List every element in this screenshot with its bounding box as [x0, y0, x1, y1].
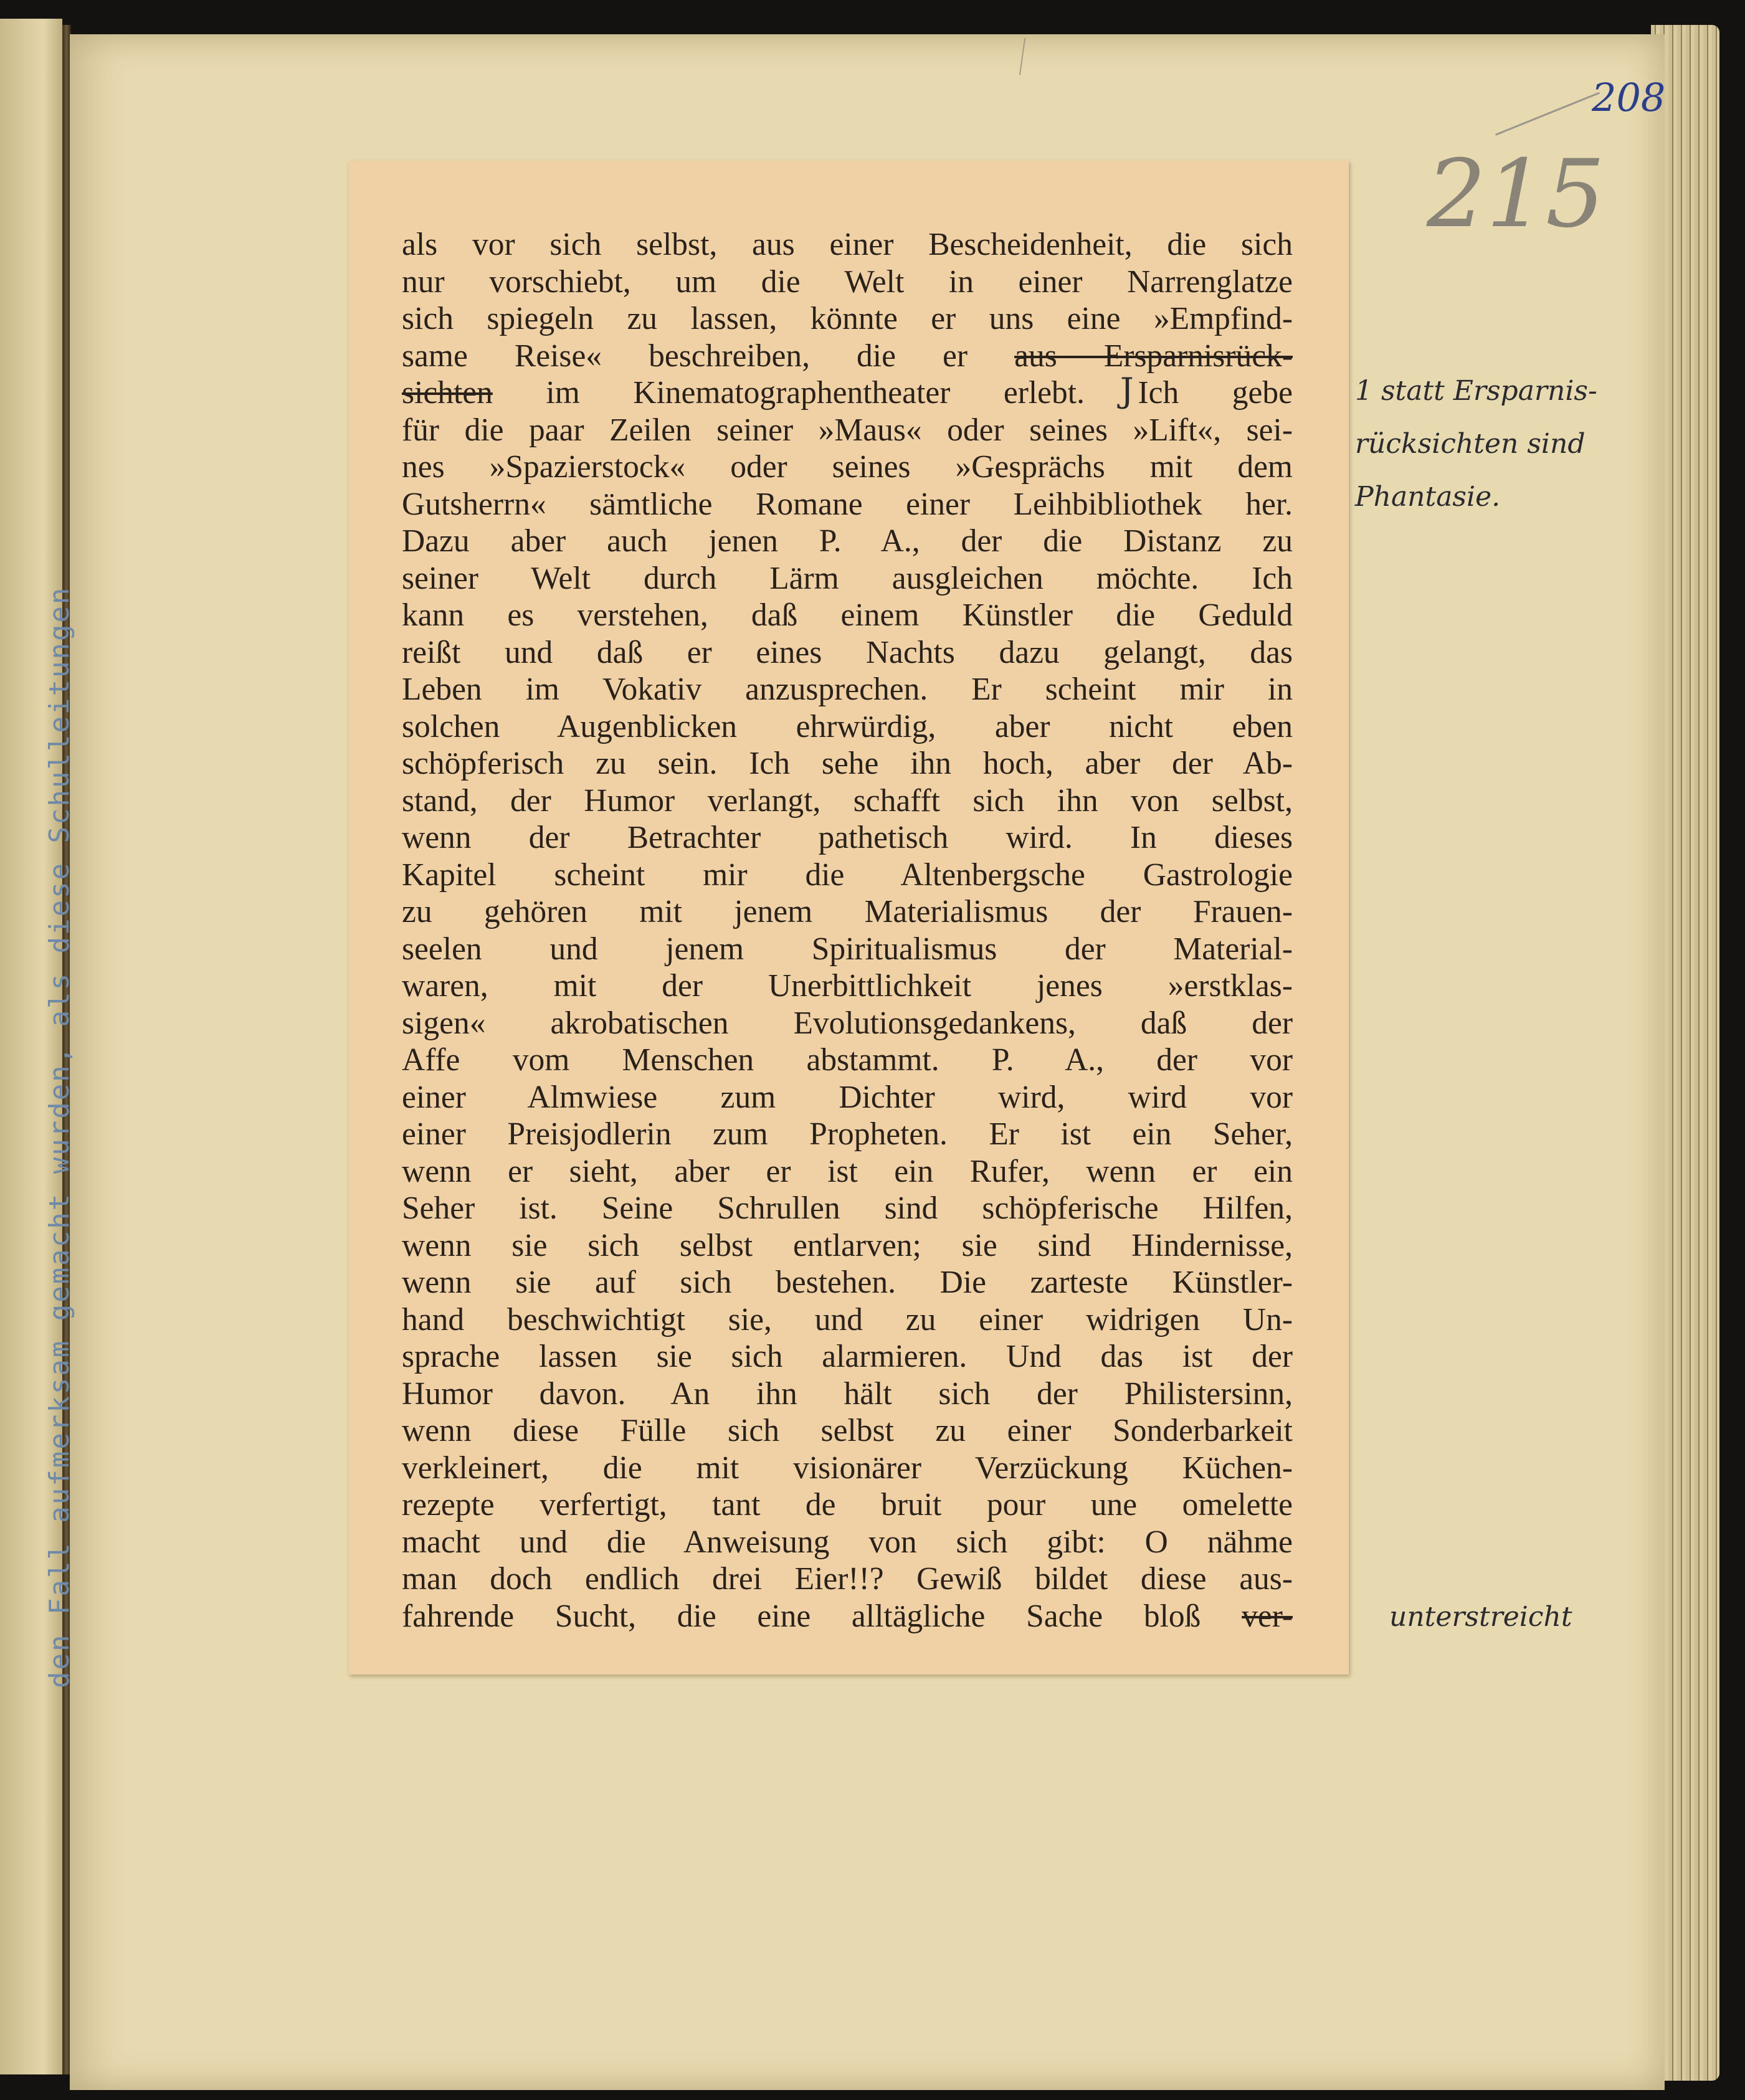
text-line	[402, 338, 1293, 375]
newspaper-clipping	[349, 161, 1349, 1675]
clipping-text	[402, 226, 1293, 1635]
handwritten-note-bottom: unterstreicht	[1389, 1601, 1572, 1633]
text-line: wenn der Betrachter pathetisch wird. In dieses	[402, 820, 1293, 855]
text-line: seelen und jenem Spiritualismus der Material-	[402, 931, 1293, 967]
struck-text: ver-	[1242, 1598, 1293, 1634]
text-line: wenn sie sich selbst entlarven; sie sind Hindernisse,	[402, 1227, 1293, 1263]
text-line: man doch endlich drei Eier!!? Gewiß bildet diese aus-	[402, 1561, 1293, 1597]
line-text: fahrende Sucht, die eine alltägliche Sache bloß	[402, 1598, 1201, 1634]
text-line: reißt und daß er eines Nachts dazu gelangt, das	[402, 634, 1293, 670]
text-line: kann es verstehen, daß einem Künstler die Geduld	[402, 597, 1293, 633]
text-line: sigen« akrobatischen Evolutionsgedankens, daß der	[402, 1005, 1293, 1041]
text-line: Dazu aber auch jenen P. A., der die Distanz zu	[402, 523, 1293, 559]
text-line: zu gehören mit jenem Materialismus der Frauen-	[402, 894, 1293, 929]
page-number: 208	[1592, 75, 1666, 120]
text-line: schöpferisch zu sein. Ich sehe ihn hoch, aber der Ab-	[402, 746, 1293, 781]
line-text: im Kinematographentheater erlebt.	[546, 375, 1085, 411]
text-line: wenn sie auf sich bestehen. Die zarteste Künstler-	[402, 1265, 1293, 1300]
text-line: Leben im Vokativ anzusprechen. Er scheint mir in	[402, 672, 1293, 707]
text-line: rezepte verfertigt, tant de bruit pour une omelette	[402, 1487, 1293, 1523]
line-text: same Reise« beschreiben, die er	[402, 338, 968, 374]
text-line: Humor davon. An ihn hält sich der Philistersinn,	[402, 1375, 1293, 1412]
struck-text: sichten	[402, 375, 493, 411]
text-line: macht und die Anweisung von sich gibt: O nähme	[402, 1524, 1293, 1560]
text-line: solchen Augenblicken ehrwürdig, aber nicht eben	[402, 708, 1293, 744]
text-line: waren, mit der Unerbittlichkeit jenes »erstklas-	[402, 968, 1293, 1004]
insertion-mark: J	[1120, 371, 1134, 410]
text-line: hand beschwichtigt sie, und zu einer widrigen Un-	[402, 1301, 1293, 1337]
text-line: für die paar Zeilen seiner »Maus« oder seines »Lift«, sei-	[402, 412, 1293, 448]
text-line: stand, der Humor verlangt, schafft sich ihn von selbst,	[402, 782, 1293, 819]
text-line: sich spiegeln zu lassen, könnte er uns eine »Empfind-	[402, 301, 1293, 336]
text-line: nur vorschiebt, um die Welt in einer Narrenglatze	[402, 264, 1293, 300]
text-line: verkleinert, die mit visionärer Verzückung Küchen-	[402, 1450, 1293, 1486]
handwritten-correction	[1355, 364, 1597, 523]
text-line: als vor sich selbst, aus einer Bescheidenheit, die sich	[402, 227, 1293, 262]
text-line: Affe vom Menschen abstammt. P. A., der vor	[402, 1042, 1293, 1078]
typewritten-margin-text: den Fall aufmerksam gemacht wurden, als diese Schulleitungen	[44, 586, 75, 1688]
text-line: einer Almwiese zum Dichter wird, wird vor	[402, 1079, 1293, 1115]
text-line: nes »Spazierstock« oder seines »Gesprächs mit dem	[402, 449, 1293, 485]
text-line: Seher ist. Seine Schrullen sind schöpferische Hilfen,	[402, 1190, 1293, 1226]
struck-text: aus Ersparnisrück-	[1014, 338, 1293, 374]
line-text: Ich gebe	[1138, 375, 1293, 411]
text-line: sprache lassen sie sich alarmieren. Und das ist der	[402, 1339, 1293, 1374]
text-line: Gutsherrn« sämtliche Romane einer Leihbibliothek her.	[402, 486, 1293, 522]
text-line	[402, 374, 1293, 412]
text-line: wenn diese Fülle sich selbst zu einer Sonderbarkeit	[402, 1413, 1293, 1448]
pencil-page-number: 215	[1427, 140, 1605, 249]
text-line: Kapitel scheint mir die Altenbergsche Gastrologie	[402, 857, 1293, 893]
text-line	[402, 1598, 1293, 1635]
note-line: rücksichten sind	[1355, 428, 1586, 460]
text-line: seiner Welt durch Lärm ausgleichen möchte. Ich	[402, 560, 1293, 596]
note-line: Phantasie.	[1355, 481, 1501, 513]
note-line: 1 statt Ersparnis-	[1355, 375, 1597, 407]
text-line: einer Preisjodlerin zum Propheten. Er ist ein Seher,	[402, 1116, 1293, 1152]
text-line: wenn er sieht, aber er ist ein Rufer, wenn er ein	[402, 1153, 1293, 1189]
